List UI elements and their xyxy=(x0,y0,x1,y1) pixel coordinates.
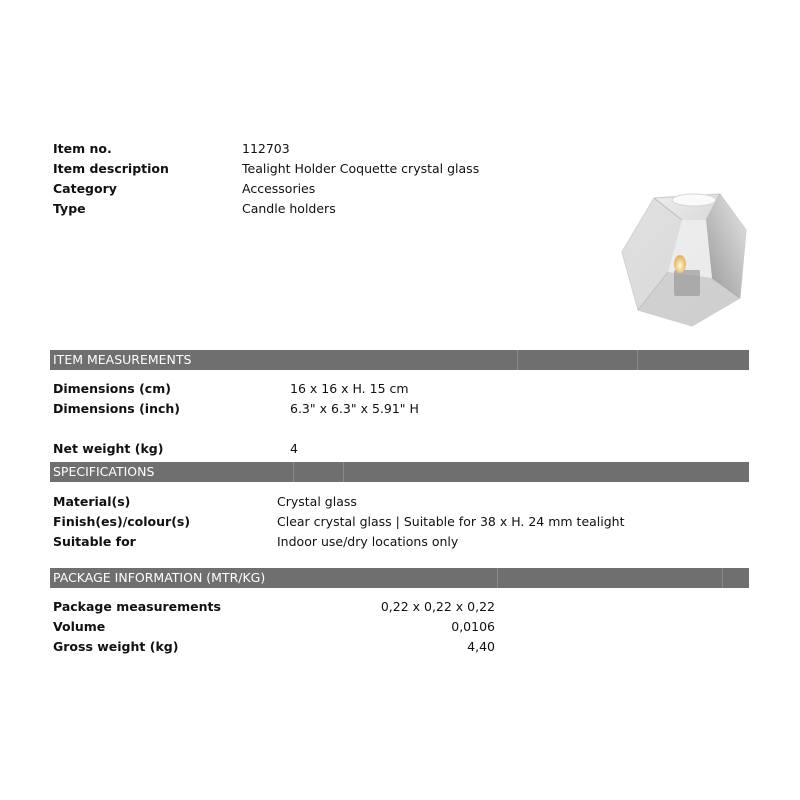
dimensions-cm-value: 16 x 16 x H. 15 cm xyxy=(290,381,409,396)
product-image xyxy=(612,180,762,330)
materials-value: Crystal glass xyxy=(277,494,357,509)
finish-colour-value: Clear crystal glass | Suitable for 38 x H. 24 mm tealight xyxy=(277,514,625,529)
gross-weight-label: Gross weight (kg) xyxy=(53,639,179,654)
suitable-for-value: Indoor use/dry locations only xyxy=(277,534,459,549)
package-information-title: PACKAGE INFORMATION (MTR/KG) xyxy=(53,570,266,585)
package-measurements-value: 0,22 x 0,22 x 0,22 xyxy=(380,599,495,614)
item-measurements-header xyxy=(50,350,749,370)
specifications-title: SPECIFICATIONS xyxy=(53,464,155,479)
header-divider xyxy=(497,568,498,588)
dimensions-cm-label: Dimensions (cm) xyxy=(53,381,171,396)
item-description-label: Item description xyxy=(53,161,169,176)
header-divider xyxy=(722,568,723,588)
header-divider xyxy=(637,350,638,370)
gross-weight-value: 4,40 xyxy=(467,639,495,654)
item-no-label: Item no. xyxy=(53,141,112,156)
header-divider xyxy=(517,350,518,370)
category-label: Category xyxy=(53,181,117,196)
type-label: Type xyxy=(53,201,86,216)
materials-label: Material(s) xyxy=(53,494,131,509)
header-divider xyxy=(293,462,294,482)
item-measurements-title: ITEM MEASUREMENTS xyxy=(53,352,192,367)
type-value: Candle holders xyxy=(242,201,336,216)
header-divider xyxy=(343,462,344,482)
volume-label: Volume xyxy=(53,619,106,634)
finish-colour-label: Finish(es)/colour(s) xyxy=(53,514,191,529)
volume-value: 0,0106 xyxy=(451,619,495,634)
net-weight-label: Net weight (kg) xyxy=(53,441,164,456)
suitable-for-label: Suitable for xyxy=(53,534,136,549)
category-value: Accessories xyxy=(242,181,316,196)
net-weight-value: 4 xyxy=(290,441,298,456)
item-no-value: 112703 xyxy=(242,141,290,156)
dimensions-inch-value: 6.3" x 6.3" x 5.91" H xyxy=(290,401,419,416)
item-description-value: Tealight Holder Coquette crystal glass xyxy=(242,161,480,176)
dimensions-inch-label: Dimensions (inch) xyxy=(53,401,180,416)
specifications-header xyxy=(50,462,749,482)
package-measurements-label: Package measurements xyxy=(53,599,221,614)
package-information-header xyxy=(50,568,749,588)
